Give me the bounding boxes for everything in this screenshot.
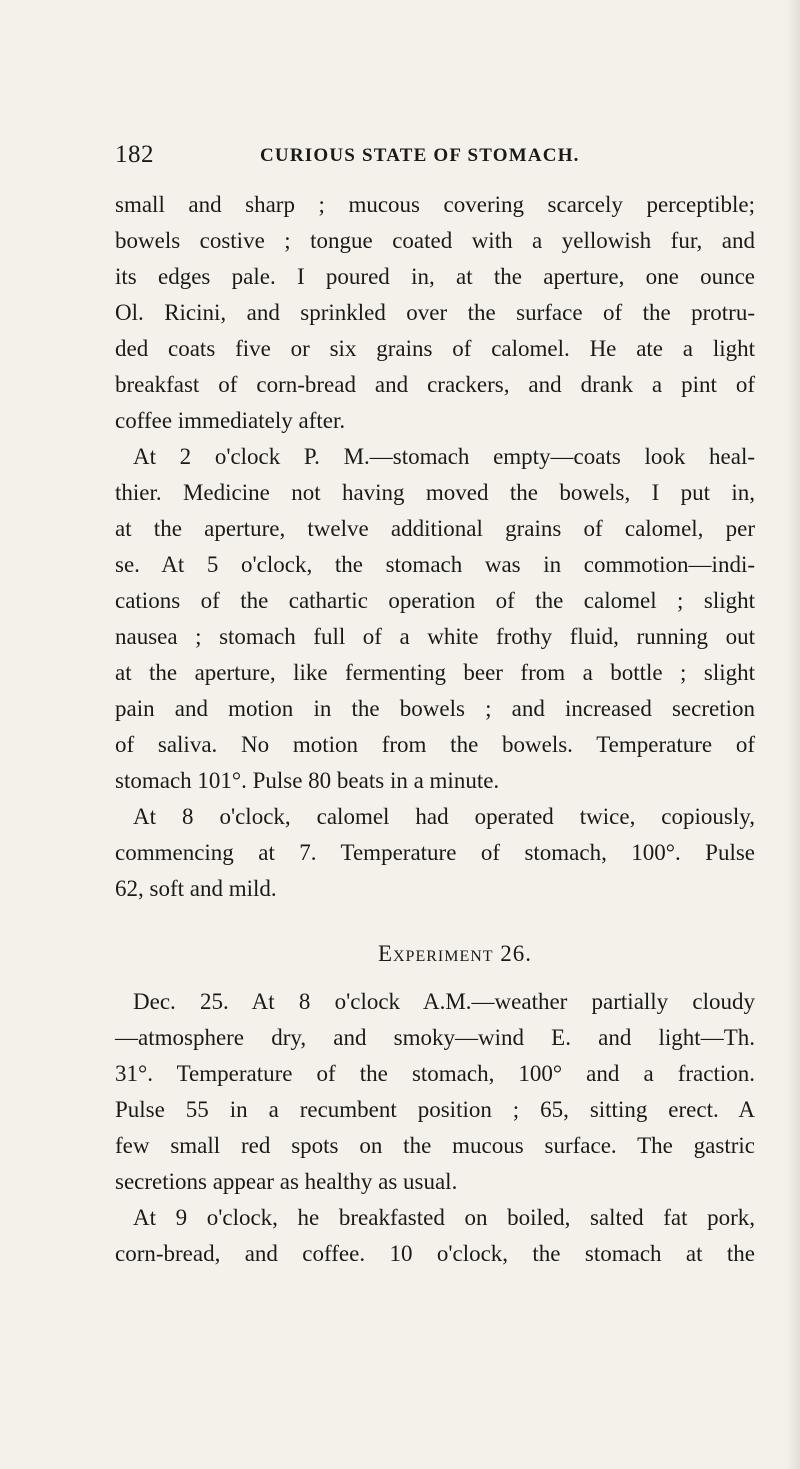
text-line: of saliva. No motion from the bowels. Temperature of — [115, 732, 755, 757]
text-line: few small red spots on the mucous surface. The gastric — [115, 1133, 755, 1158]
text-line: breakfast of corn-bread and crackers, and drank a pint of — [115, 372, 755, 397]
text-line: At 2 o'clock P. M.—stomach empty—coats look heal- — [133, 444, 755, 469]
section-gap — [115, 907, 755, 936]
page-header — [115, 141, 755, 175]
text-line: small and sharp ; mucous covering scarcely perceptible; — [115, 192, 755, 217]
text-line: 62, soft and mild. — [115, 876, 277, 901]
text-line: At 8 o'clock, calomel had operated twice, copiously, — [133, 804, 755, 829]
text-line: cations of the cathartic operation of the calomel ; slight — [115, 588, 755, 613]
text-line: thier. Medicine not having moved the bowels, I put in, — [115, 480, 755, 505]
text-line: bowels costive ; tongue coated with a yellowish fur, and — [115, 228, 755, 253]
text-line: Dec. 25. At 8 o'clock A.M.—weather partially cloudy — [133, 989, 755, 1014]
text-line: Ol. Ricini, and sprinkled over the surface of the protru- — [115, 300, 755, 325]
text-line: nausea ; stomach full of a white frothy fluid, running out — [115, 624, 755, 649]
section-gap — [115, 972, 755, 984]
text-line: 31°. Temperature of the stomach, 100° and a fraction. — [115, 1061, 755, 1086]
paragraph-4 — [115, 984, 755, 1200]
text-line: At 9 o'clock, he breakfasted on boiled, salted fat pork, — [133, 1205, 755, 1230]
body-text — [115, 187, 755, 1272]
text-line: pain and motion in the bowels ; and increased secretion — [115, 696, 755, 721]
page-edge-shadow — [786, 0, 800, 1469]
text-line: its edges pale. I poured in, at the aperture, one ounce — [115, 264, 755, 289]
text-line: corn-bread, and coffee. 10 o'clock, the stomach at the — [115, 1241, 755, 1266]
paragraph-5 — [115, 1200, 755, 1272]
text-line: ded coats five or six grains of calomel. He ate a light — [115, 336, 755, 361]
text-line: Pulse 55 in a recumbent position ; 65, sitting erect. A — [115, 1097, 755, 1122]
text-line: commencing at 7. Temperature of stomach, 100°. Pulse — [115, 840, 755, 865]
paragraph-1 — [115, 187, 755, 439]
paragraph-2 — [115, 439, 755, 799]
running-title: CURIOUS STATE OF STOMACH. — [260, 145, 580, 166]
text-line: coffee immediately after. — [115, 408, 346, 433]
text-line: stomach 101°. Pulse 80 beats in a minute. — [115, 768, 500, 793]
text-line: se. At 5 o'clock, the stomach was in commotion—indi- — [115, 552, 755, 577]
text-line: at the aperture, twelve additional grains of calomel, per — [115, 516, 755, 541]
text-line: at the aperture, like fermenting beer from a bottle ; slight — [115, 660, 755, 685]
section-heading: Experiment 26. — [377, 941, 533, 966]
text-line: —atmosphere dry, and smoky—wind E. and light—Th. — [115, 1025, 755, 1050]
paragraph-3 — [115, 799, 755, 907]
text-line: secretions appear as healthy as usual. — [115, 1169, 458, 1194]
page-number: 182 — [115, 141, 154, 168]
